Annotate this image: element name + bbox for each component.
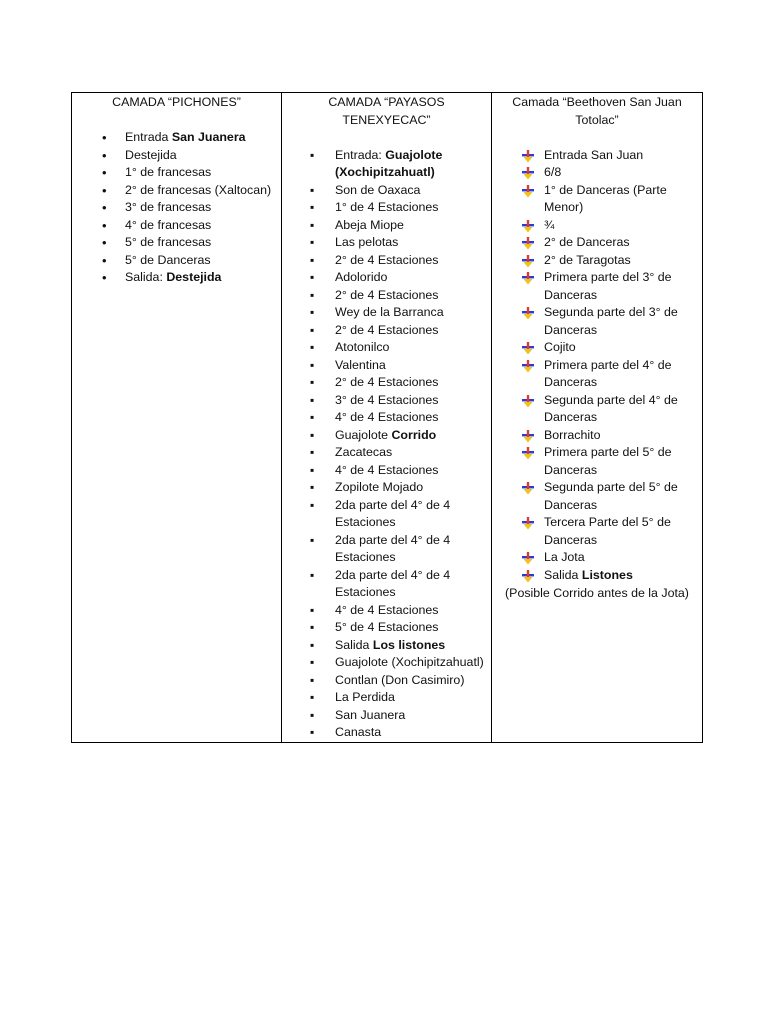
item-text: 2° de 4 Estaciones	[335, 287, 439, 302]
list-item	[76, 147, 277, 165]
item-text: 2da parte del 4° de 4 Estaciones	[335, 567, 451, 599]
list-item	[76, 217, 277, 235]
list-item	[76, 269, 277, 287]
list-item	[496, 427, 698, 445]
item-text: 3° de francesas	[125, 200, 212, 214]
item-text: 4° de francesas	[125, 217, 212, 232]
item-text: Guajolote (Xochipitzahuatl)	[335, 655, 484, 669]
list-item	[286, 269, 487, 287]
list-item	[496, 444, 698, 479]
item-text: Primera parte del 4° de Danceras	[544, 357, 672, 389]
list-item	[286, 322, 487, 340]
list-item	[76, 199, 277, 217]
item-text: Segunda parte del 5° de Danceras	[544, 480, 678, 512]
item-text: Atotonilco	[335, 340, 390, 354]
item-text: Zopilote Mojado	[335, 480, 424, 494]
item-text: Salida	[335, 637, 373, 652]
column-beethoven	[492, 93, 703, 743]
item-text: 6/8	[544, 165, 562, 179]
item-text: 2° de Taragotas	[544, 252, 631, 267]
list-item	[286, 339, 487, 357]
list-item	[286, 672, 487, 690]
item-text: Guajolote	[335, 427, 392, 442]
item-text: ¾	[544, 217, 555, 232]
list-item	[286, 427, 487, 445]
item-text: 1° de Danceras (Parte Menor)	[544, 182, 667, 214]
item-text: Segunda parte del 4° de Danceras	[544, 392, 678, 424]
list-item	[286, 234, 487, 252]
item-text: 4° de 4 Estaciones	[335, 410, 439, 424]
item-text: Contlan (Don Casimiro)	[335, 672, 465, 687]
list-item	[286, 689, 487, 707]
list-item	[286, 392, 487, 410]
item-text: 2da parte del 4° de 4 Estaciones	[335, 497, 451, 529]
item-text: Primera parte del 3° de Danceras	[544, 270, 672, 302]
arrow-down-cross-icon	[521, 552, 535, 565]
list-item	[76, 129, 277, 147]
item-text: Destejida	[125, 147, 177, 162]
item-text: Cojito	[544, 340, 576, 354]
item-text: Entrada San Juan	[544, 147, 644, 162]
item-text: 2° de 4 Estaciones	[335, 322, 439, 337]
arrow-down-cross-icon	[521, 167, 535, 180]
list-item	[286, 462, 487, 480]
item-text: 2da parte del 4° de 4 Estaciones	[335, 532, 451, 564]
list-item	[496, 269, 698, 304]
arrow-down-cross-icon	[521, 307, 535, 320]
list-item	[286, 619, 487, 637]
item-text: 1° de 4 Estaciones	[335, 200, 439, 214]
item-bold-text: Listones	[581, 567, 633, 582]
column-payasos	[282, 93, 492, 743]
list-item	[496, 357, 698, 392]
list-item	[76, 164, 277, 182]
item-text: Valentina	[335, 357, 386, 372]
list-item	[496, 234, 698, 252]
arrow-down-cross-icon	[521, 220, 535, 233]
item-text: 2° de Danceras	[544, 235, 630, 249]
list-item	[76, 252, 277, 270]
item-text: 2° de francesas (Xaltocan)	[125, 182, 272, 197]
list-item	[286, 444, 487, 462]
song-list	[496, 147, 698, 585]
item-text: Borrachito	[544, 427, 601, 442]
item-text: Segunda parte del 3° de Danceras	[544, 305, 678, 337]
list-item	[286, 707, 487, 725]
item-text: San Juanera	[335, 707, 406, 722]
arrow-down-cross-icon	[521, 150, 535, 163]
list-item	[286, 654, 487, 672]
arrow-down-cross-icon	[521, 342, 535, 355]
list-item	[286, 479, 487, 497]
item-text: Abeja Miope	[335, 217, 404, 232]
column-pichones	[72, 93, 282, 743]
item-text: 2° de 4 Estaciones	[335, 252, 439, 267]
arrow-down-cross-icon	[521, 185, 535, 198]
list-item	[286, 409, 487, 427]
table-row	[72, 93, 703, 743]
list-item	[496, 549, 698, 567]
list-item	[496, 304, 698, 339]
list-item	[496, 182, 698, 217]
item-text: Entrada:	[335, 147, 386, 162]
column-title: CAMADA “PAYASOS TENEXYECAC”	[328, 95, 445, 127]
list-item	[496, 252, 698, 270]
item-text: Canasta	[335, 725, 382, 739]
item-text: La Jota	[544, 550, 585, 564]
song-list	[286, 147, 487, 742]
list-item	[286, 374, 487, 392]
list-item	[76, 182, 277, 200]
list-item	[286, 287, 487, 305]
item-text: 1° de francesas	[125, 165, 212, 179]
list-item	[496, 164, 698, 182]
arrow-down-cross-icon	[521, 395, 535, 408]
list-item	[286, 304, 487, 322]
footnote: (Posible Corrido antes de la Jota)	[505, 586, 689, 600]
list-item	[286, 147, 487, 182]
column-title: CAMADA “PICHONES”	[112, 95, 241, 109]
arrow-down-cross-icon	[521, 272, 535, 285]
list-item	[496, 479, 698, 514]
list-item	[286, 252, 487, 270]
arrow-down-cross-icon	[521, 517, 535, 530]
item-text: 2° de 4 Estaciones	[335, 375, 439, 389]
item-bold-text: Destejida	[166, 270, 222, 284]
item-text: Salida	[544, 567, 582, 582]
list-item	[496, 147, 698, 165]
column-title: Camada “Beethoven San Juan Totolac”	[512, 95, 682, 127]
list-item	[286, 199, 487, 217]
arrow-down-cross-icon	[521, 255, 535, 268]
item-text: 5° de Danceras	[125, 252, 211, 267]
song-list	[76, 129, 277, 287]
item-text: Adolorido	[335, 270, 388, 284]
item-bold-text: Guajolote (Xochipitzahuatl)	[335, 147, 443, 179]
schedule-table	[71, 92, 703, 743]
item-bold-text: Corrido	[391, 427, 437, 442]
item-text: 4° de 4 Estaciones	[335, 602, 439, 617]
arrow-down-cross-icon	[521, 482, 535, 495]
list-item	[286, 217, 487, 235]
list-item	[496, 217, 698, 235]
item-text: 3° de 4 Estaciones	[335, 392, 439, 407]
item-bold-text: San Juanera	[171, 130, 246, 144]
item-text: Entrada	[125, 130, 172, 144]
arrow-down-cross-icon	[521, 570, 535, 583]
arrow-down-cross-icon	[521, 430, 535, 443]
list-item	[286, 182, 487, 200]
arrow-down-cross-icon	[521, 360, 535, 373]
list-item	[496, 514, 698, 549]
list-item	[496, 567, 698, 585]
item-text: 4° de 4 Estaciones	[335, 462, 439, 477]
item-bold-text: Los listones	[372, 637, 446, 652]
list-item	[286, 567, 487, 602]
list-item	[286, 724, 487, 742]
list-item	[286, 497, 487, 532]
item-text: La Perdida	[335, 690, 395, 704]
arrow-down-cross-icon	[521, 237, 535, 250]
list-item	[496, 339, 698, 357]
item-text: 5° de 4 Estaciones	[335, 620, 439, 634]
item-text: Las pelotas	[335, 235, 399, 249]
list-item	[76, 234, 277, 252]
list-item	[496, 392, 698, 427]
item-text: 5° de francesas	[125, 235, 212, 249]
arrow-down-cross-icon	[521, 447, 535, 460]
list-item	[286, 637, 487, 655]
list-item	[286, 357, 487, 375]
item-text: Primera parte del 5° de Danceras	[544, 445, 672, 477]
item-text: Tercera Parte del 5° de Danceras	[544, 515, 671, 547]
item-text: Wey de la Barranca	[335, 305, 444, 319]
list-item	[286, 532, 487, 567]
item-text: Salida:	[125, 270, 167, 284]
item-text: Zacatecas	[335, 445, 393, 459]
list-item	[286, 602, 487, 620]
item-text: Son de Oaxaca	[335, 182, 421, 197]
